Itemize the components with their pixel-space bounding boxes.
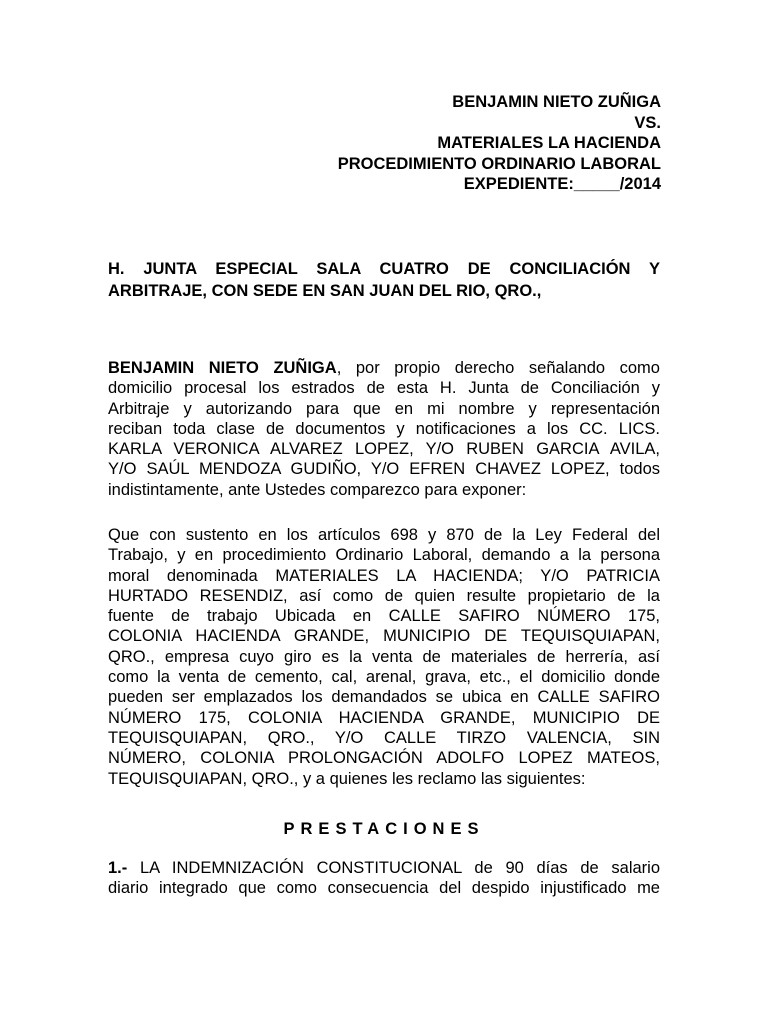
- paragraph-line: COLONIA HACIENDA GRANDE, MUNICIPIO DE TEQUISQUIAPAN,: [108, 627, 660, 646]
- item-number: 1.-: [108, 859, 128, 877]
- paragraph-line: HURTADO RESENDIZ, así como de quien resulte propietario de la: [108, 586, 660, 605]
- header-defendant: MATERIALES LA HACIENDA: [437, 134, 661, 152]
- paragraph-line: indistintamente, ante Ustedes comparezco para exponer:: [108, 480, 527, 499]
- paragraph-text: LA INDEMNIZACIÓN CONSTITUCIONAL de 90 días de salario: [127, 859, 660, 877]
- paragraph-line: fuente de trabajo Ubicada en CALLE SAFIRO NÚMERO 175,: [108, 607, 660, 626]
- case-header: [338, 92, 661, 195]
- header-procedure: PROCEDIMIENTO ORDINARIO LABORAL: [337, 154, 661, 173]
- paragraph-line: Arbitraje y autorizando para que en mi nombre y representación: [108, 399, 660, 418]
- section-title-prestaciones: PRESTACIONES: [283, 820, 485, 838]
- header-versus: VS.: [634, 113, 661, 132]
- paragraph-line: Trabajo, y en procedimiento Ordinario Laboral, demando a la persona: [108, 546, 660, 565]
- addressee-line: H. JUNTA ESPECIAL SALA CUATRO DE CONCILIACIÓN Y: [108, 260, 660, 278]
- paragraph-line: domicilio procesal los estrados de esta H. Junta de Conciliación y: [108, 379, 660, 398]
- paragraph-line: NÚMERO 175, COLONIA HACIENDA GRANDE, MUNICIPIO DE: [108, 708, 660, 727]
- plaintiff-name: BENJAMIN NIETO ZUÑIGA: [108, 359, 337, 377]
- paragraph-text: , por propio derecho señalando como: [336, 359, 660, 377]
- header-case-number: EXPEDIENTE:_____/2014: [463, 175, 661, 193]
- paragraph-line: Y/O SAÚL MENDOZA GUDIÑO, Y/O EFREN CHAVEZ LOPEZ, todos: [108, 460, 660, 479]
- paragraph-line: Que con sustento en los artículos 698 y 870 de la Ley Federal del: [108, 526, 660, 544]
- paragraph-line: TEQUISQUIAPAN, QRO., y a quienes les reclamo las siguientes:: [108, 769, 586, 788]
- claim-paragraph: [108, 525, 660, 789]
- header-plaintiff: BENJAMIN NIETO ZUÑIGA: [452, 93, 661, 111]
- addressee-line: ARBITRAJE, CON SEDE EN SAN JUAN DEL RIO, QRO.,: [108, 282, 542, 300]
- paragraph-line: KARLA VERONICA ALVAREZ LOPEZ, Y/O RUBEN GARCIA AVILA,: [108, 440, 660, 459]
- paragraph-line: pueden ser emplazados los demandados se ubica en CALLE SAFIRO: [108, 688, 660, 707]
- paragraph-line: TEQUISQUIAPAN, QRO., Y/O CALLE TIRZO VALENCIA, SIN: [108, 728, 660, 747]
- paragraph-line: diario integrado que como consecuencia del despido injustificado me: [108, 879, 660, 898]
- paragraph-line: como la venta de cemento, cal, arenal, grava, etc., el domicilio donde: [108, 668, 660, 687]
- paragraph-line: NÚMERO, COLONIA PROLONGACIÓN ADOLFO LOPEZ MATEOS,: [108, 749, 660, 768]
- appearance-paragraph: [108, 358, 660, 500]
- addressee-block: [108, 258, 660, 302]
- paragraph-line: moral denominada MATERIALES LA HACIENDA; Y/O PATRICIA: [108, 566, 660, 585]
- paragraph-line: QRO., empresa cuyo giro es la venta de materiales de herrería, así: [108, 647, 660, 666]
- benefit-item-1: [108, 858, 660, 899]
- paragraph-line: reciban toda clase de documentos y notificaciones a los CC. LICS.: [108, 419, 660, 438]
